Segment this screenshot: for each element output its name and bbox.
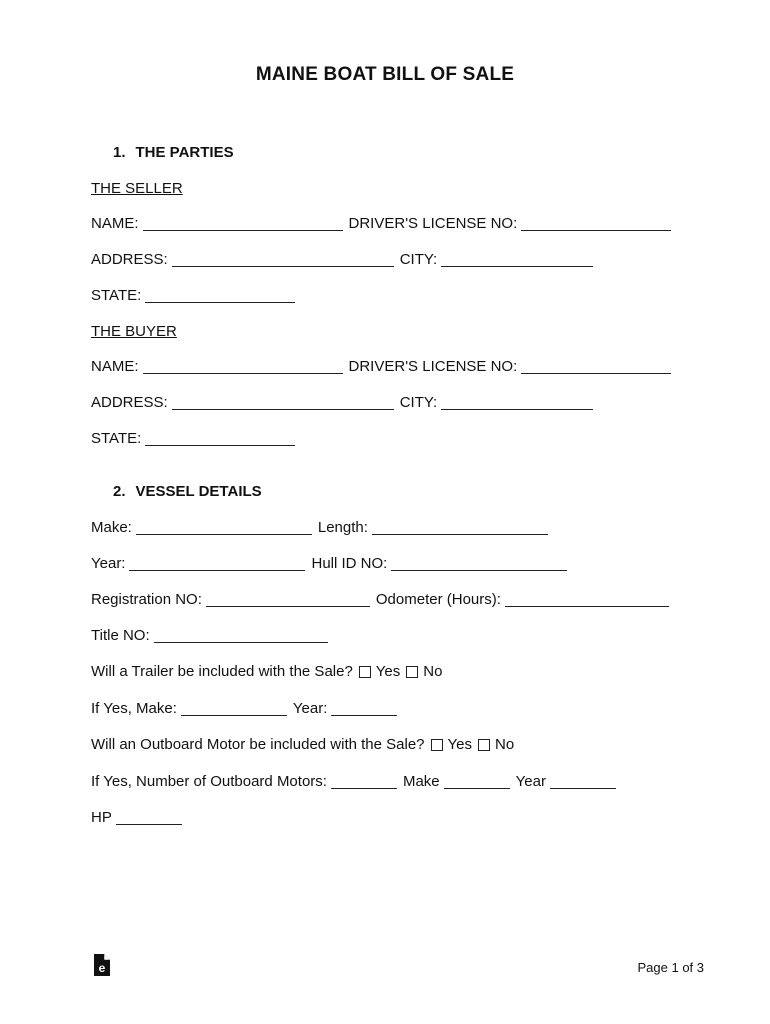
make-field[interactable] bbox=[136, 520, 312, 535]
trailer-details-row bbox=[91, 700, 403, 718]
svg-text:e: e bbox=[98, 961, 106, 975]
registration-odometer-row bbox=[91, 591, 675, 609]
trailer-yes-label: Yes bbox=[375, 663, 401, 680]
buyer-address-field[interactable] bbox=[172, 395, 394, 410]
motor-count-label: If Yes, Number of Outboard Motors: bbox=[91, 773, 327, 790]
hp-label: HP bbox=[91, 809, 112, 826]
motor-year-label: Year bbox=[515, 773, 546, 790]
trailer-yes-checkbox[interactable] bbox=[359, 666, 371, 678]
seller-state-label: STATE: bbox=[91, 287, 142, 304]
buyer-name-row bbox=[91, 358, 677, 376]
length-label: Length: bbox=[317, 519, 368, 536]
odometer-label: Odometer (Hours): bbox=[375, 591, 501, 608]
hull-id-label: Hull ID NO: bbox=[311, 555, 388, 572]
buyer-address-row bbox=[91, 394, 599, 412]
section-label: THE PARTIES bbox=[135, 144, 234, 161]
seller-name-field[interactable] bbox=[143, 216, 343, 231]
seller-name-row bbox=[91, 215, 677, 233]
section-number: 1. bbox=[113, 144, 126, 161]
odometer-field[interactable] bbox=[505, 592, 669, 607]
motor-yes-label: Yes bbox=[447, 736, 472, 753]
trailer-no-label: No bbox=[423, 663, 443, 680]
seller-city-field[interactable] bbox=[441, 252, 593, 267]
motor-question: Will an Outboard Motor be included with the Sale? bbox=[91, 736, 425, 753]
motor-count-field[interactable] bbox=[331, 774, 397, 789]
buyer-city-field[interactable] bbox=[441, 395, 593, 410]
page-number: Page 1 of 3 bbox=[637, 960, 704, 975]
motor-make-label: Make bbox=[402, 773, 440, 790]
buyer-license-field[interactable] bbox=[521, 359, 671, 374]
hp-row bbox=[91, 809, 188, 827]
eforms-logo-icon bbox=[93, 953, 111, 977]
buyer-state-row bbox=[91, 430, 301, 448]
seller-state-field[interactable] bbox=[145, 288, 295, 303]
trailer-make-field[interactable] bbox=[181, 701, 287, 716]
trailer-question: Will a Trailer be included with the Sale? bbox=[91, 663, 353, 680]
motor-make-field[interactable] bbox=[444, 774, 510, 789]
trailer-year-label: Year: bbox=[292, 700, 328, 717]
document-title: MAINE BOAT BILL OF SALE bbox=[255, 64, 515, 85]
year-field[interactable] bbox=[129, 556, 305, 571]
seller-license-label: DRIVER'S LICENSE NO: bbox=[348, 215, 518, 232]
motor-no-label: No bbox=[495, 736, 515, 753]
title-number-label: Title NO: bbox=[91, 627, 150, 644]
section-parties-heading bbox=[113, 144, 234, 162]
motor-yes-checkbox[interactable] bbox=[431, 739, 443, 751]
length-field[interactable] bbox=[372, 520, 548, 535]
section-number: 2. bbox=[113, 483, 126, 500]
buyer-name-field[interactable] bbox=[143, 359, 343, 374]
motor-question-row bbox=[91, 736, 514, 754]
buyer-name-label: NAME: bbox=[91, 358, 139, 375]
seller-license-field[interactable] bbox=[521, 216, 671, 231]
hull-id-field[interactable] bbox=[391, 556, 567, 571]
seller-name-label: NAME: bbox=[91, 215, 139, 232]
motor-no-checkbox[interactable] bbox=[478, 739, 490, 751]
buyer-city-label: CITY: bbox=[399, 394, 438, 411]
seller-address-field[interactable] bbox=[172, 252, 394, 267]
trailer-year-field[interactable] bbox=[331, 701, 397, 716]
make-label: Make: bbox=[91, 519, 132, 536]
buyer-state-label: STATE: bbox=[91, 430, 142, 447]
motor-year-field[interactable] bbox=[550, 774, 616, 789]
seller-address-label: ADDRESS: bbox=[91, 251, 168, 268]
buyer-heading: THE BUYER bbox=[91, 323, 177, 340]
seller-heading: THE SELLER bbox=[91, 180, 183, 197]
trailer-question-row bbox=[91, 663, 442, 681]
registration-field[interactable] bbox=[206, 592, 370, 607]
seller-city-label: CITY: bbox=[399, 251, 438, 268]
make-length-row bbox=[91, 519, 554, 537]
section-vessel-heading bbox=[113, 483, 262, 501]
year-hull-row bbox=[91, 555, 573, 573]
section-label: VESSEL DETAILS bbox=[135, 483, 262, 500]
hp-field[interactable] bbox=[116, 810, 182, 825]
title-number-field[interactable] bbox=[154, 628, 328, 643]
motor-details-row bbox=[91, 773, 622, 791]
seller-address-row bbox=[91, 251, 599, 269]
trailer-make-label: If Yes, Make: bbox=[91, 700, 177, 717]
year-label: Year: bbox=[91, 555, 126, 572]
title-number-row bbox=[91, 627, 334, 645]
trailer-no-checkbox[interactable] bbox=[406, 666, 418, 678]
buyer-state-field[interactable] bbox=[145, 431, 295, 446]
buyer-address-label: ADDRESS: bbox=[91, 394, 168, 411]
seller-state-row bbox=[91, 287, 301, 305]
registration-label: Registration NO: bbox=[91, 591, 202, 608]
buyer-license-label: DRIVER'S LICENSE NO: bbox=[348, 358, 518, 375]
